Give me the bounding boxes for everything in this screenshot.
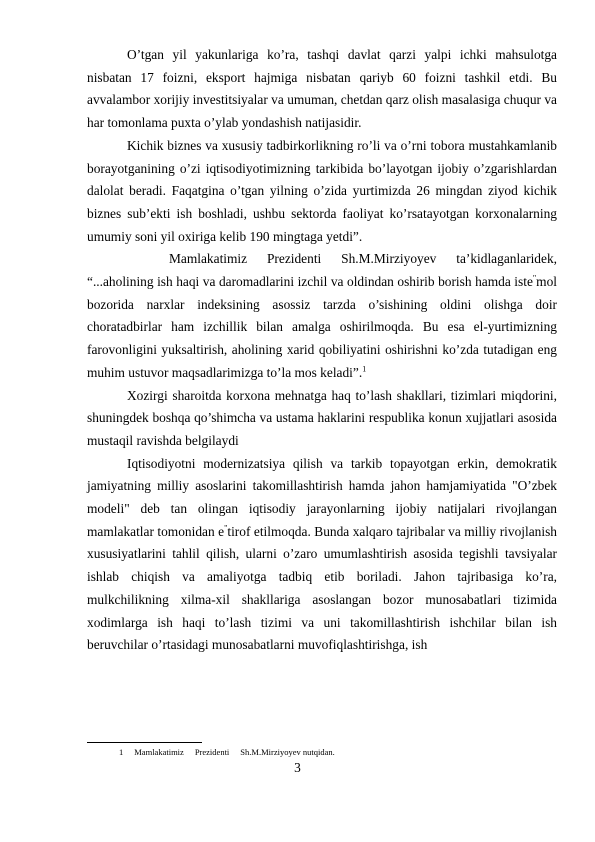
apostrophe-mark: "	[532, 273, 537, 283]
paragraph-modernization	[87, 453, 557, 657]
body-text	[87, 44, 557, 657]
footnote-word-2: Prezidenti	[194, 747, 230, 757]
quote-text-end: mol bozorida narxlar indeksining asossiz tarzda o’sishining oldini olishga doir choratadbirlar ham izchillik bilan amalga oshirilmoqda. Bu esa el-yurtimizning farovonligini yuksaltirish, aholining xarid qobiliyatini oshirishni ko’zda tutadigan eng muhim ustuvor maqsadlarimizga to’la mos keladi”.	[87, 274, 557, 380]
footnote	[119, 747, 346, 758]
page-number: 3	[294, 760, 301, 775]
modernization-text-end: tirof etilmoqda. Bunda xalqaro tajribalar va milliy rivojlanish xususiyatlarini tahlil qilish, ularni o’zaro umumlashtirish asosida tegishli tavsiyalar ishlab chiqish va amaliyotga tadbiq etib boriladi. Jahon tajribasiga ko’ra, mulkchilikning xilma-xil shakllariga asoslangan bozor munosabatlari tizimida xodimlarga ish haqi to’lash tizimi va uni takomillashtirish ishchilar bilan ish beruvchilar o’rtasidagi munosabatlarni muvofiqlashtirishga, ish	[87, 523, 557, 653]
quote-text-start: Mamlakatimiz Prezidenti Sh.M.Mirziyoyev ta’kidlaganlaridek, “...aholining ish haqi va daromadlarini izchil va oldindan oshirib borish hamda iste	[87, 251, 557, 290]
modernization-text-start: Iqtisodiyotni modernizatsiya qilish va tarkib topayotgan erkin, demokratik jamiyatning milliy asoslarini takomillashtirish hamda jahon hamjamiyatida "O’zbek modeli" deb tan olingan iqtisodiy jarayonlarning ijobiy natijalari rivojlangan mamlakatlar tomonidan e	[87, 455, 557, 539]
footnote-word-3: Sh.M.Mirziyoyev nutqidan.	[240, 747, 335, 757]
paragraph-external-debt: O’tgan yil yakunlariga ko’ra, tashqi davlat qarzi yalpi ichki mahsulotga nisbatan 17 foizni, eksport hajmiga nisbatan qariyb 60 foizni tashkil etdi. Bu avvalambor xorijiy investitsiyalar va umuman, chetdan qarz olish masalasiga chuqur va har tomonlama puxta o’ylab yondashish natijasidir.	[87, 47, 557, 131]
apostrophe-mark-2: "	[224, 523, 228, 533]
paragraph-wage-forms: Xozirgi sharoitda korxona mehnatga haq to’lash shakllari, tizimlari miqdorini, shuningdek boshqa qo’shimcha va ustama haklarini respublika konun xujjatlari asosida mustaqil ravishda belgilaydi	[87, 387, 557, 448]
paragraph-president-quote	[87, 248, 557, 384]
footnote-separator	[87, 742, 202, 743]
footnote-number: 1	[119, 747, 124, 757]
footnote-reference: 1	[362, 364, 367, 374]
paragraph-small-business: Kichik biznes va xususiy tadbirkorlikning ro’li va o’rni tobora mustahkamlanib borayotganining o’zi iqtisodiyotimizning tarkibida bo’layotgan ijobiy o’zgarishlardan dalolat beradi. Faqatgina o’tgan yilning o’zida yurtimizda 26 mingdan ziyod kichik biznes sub’ekti ish boshladi, ushbu sektorda faoliyat ko’rsatayotgan korxonalarning umumiy soni yil oxiriga kelib 190 mingtaga yetdi”.	[87, 137, 557, 244]
footnote-word-1: Mamlakatimiz	[134, 747, 184, 757]
